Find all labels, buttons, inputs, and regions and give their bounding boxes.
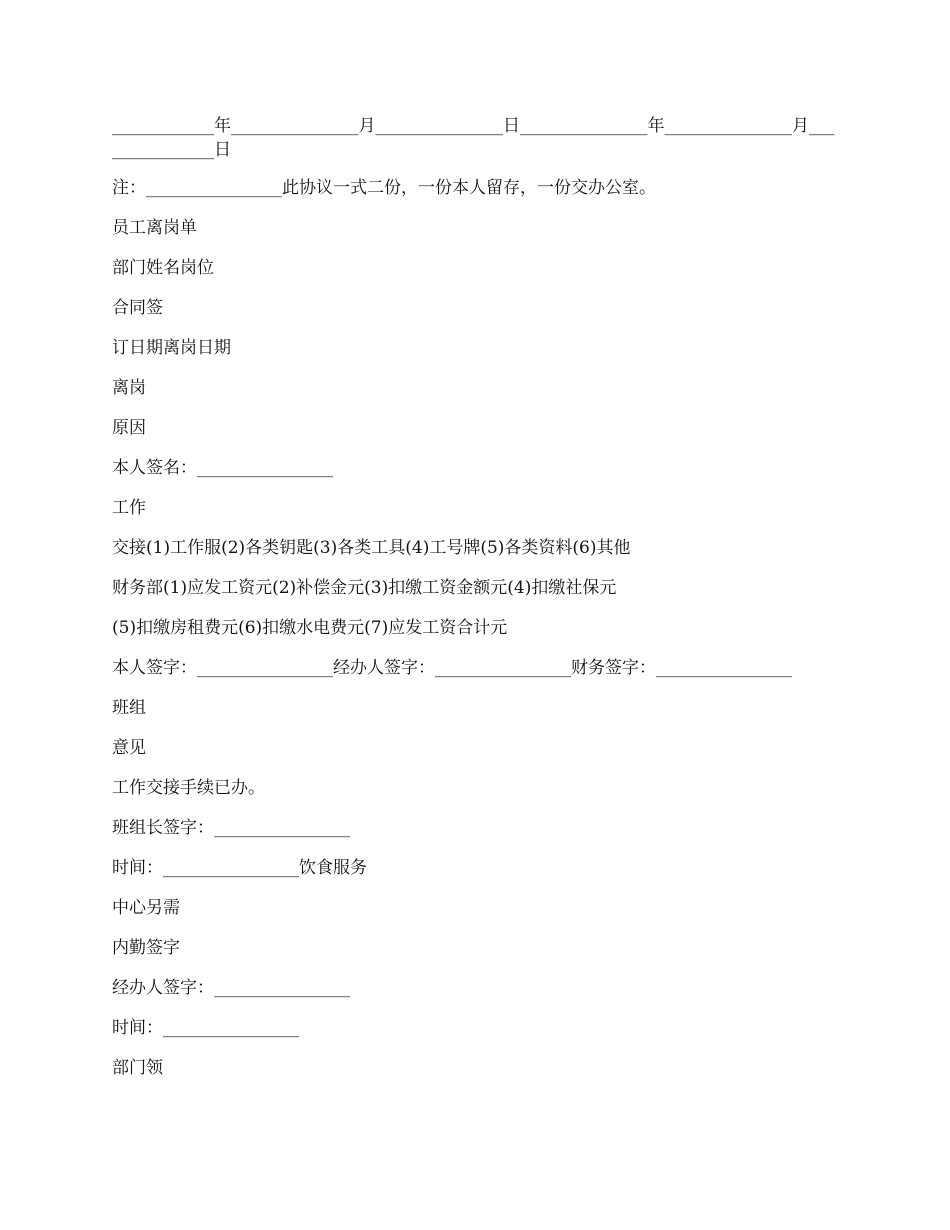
finance-items-continued: (5)扣缴房租费元(6)扣缴水电费元(7)应发工资合计元 [112, 618, 508, 638]
self-signature-line: 本人签名：________________ [112, 458, 333, 478]
handler-signature-line: 经办人签字：________________ [112, 978, 350, 998]
time-line: 时间：________________ [112, 1018, 299, 1038]
signature-fields-line: 本人签字：________________经办人签字：________________财务签字：________________ [112, 658, 792, 678]
reason-label: 原因 [112, 418, 146, 438]
work-label: 工作 [112, 498, 146, 518]
note-line: 注：________________此协议一式二份，一份本人留存，一份交办公室。 [112, 178, 656, 198]
contract-sign-label: 合同签 [112, 298, 163, 318]
handover-done-text: 工作交接手续已办。 [112, 778, 265, 798]
leave-label: 离岗 [112, 378, 146, 398]
department-leader-label: 部门领 [112, 1058, 163, 1078]
form-title: 员工离岗单 [112, 218, 197, 238]
center-extra-label: 中心另需 [112, 898, 180, 918]
time-catering-line: 时间：________________饮食服务 [112, 858, 367, 878]
team-leader-signature-line: 班组长签字：________________ [112, 818, 350, 838]
opinion-label: 意见 [112, 738, 146, 758]
handover-items: 交接(1)工作服(2)各类钥匙(3)各类工具(4)工号牌(5)各类资料(6)其他 [112, 538, 631, 558]
department-name-position: 部门姓名岗位 [112, 258, 214, 278]
document-body [112, 114, 838, 1097]
internal-signature-label: 内勤签字 [112, 938, 180, 958]
team-label: 班组 [112, 698, 146, 718]
date-fields-label: 订日期离岗日期 [112, 338, 231, 358]
date-line: ____________年_______________月_______________日_______________年_______________月_______________日 [112, 116, 835, 160]
finance-items: 财务部(1)应发工资元(2)补偿金元(3)扣缴工资金额元(4)扣缴社保元 [112, 578, 617, 598]
